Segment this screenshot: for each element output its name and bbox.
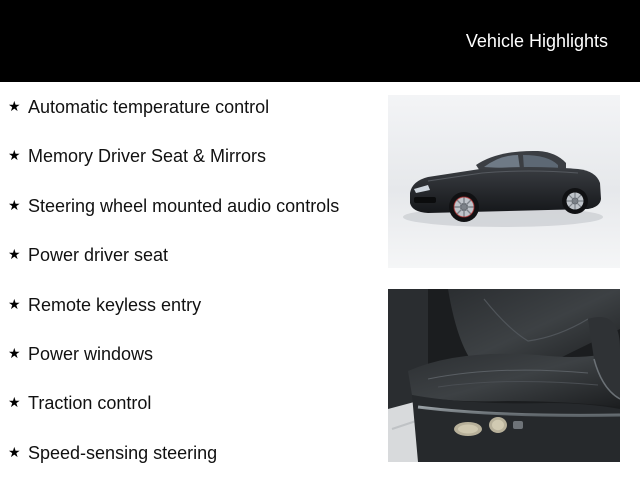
feature-item (8, 342, 378, 391)
feature-label: Traction control (28, 393, 152, 414)
feature-label: Steering wheel mounted audio controls (28, 195, 340, 216)
seat-image (388, 289, 620, 462)
feature-list (8, 95, 378, 480)
vehicle-exterior-photo (388, 95, 620, 268)
feature-label: Remote keyless entry (28, 294, 202, 315)
star-icon: ★ (8, 196, 21, 213)
page-title: Vehicle Highlights (465, 31, 608, 51)
header-bar (0, 0, 640, 82)
feature-label: Power windows (28, 343, 154, 364)
star-icon: ★ (8, 147, 21, 164)
feature-item (8, 293, 378, 342)
feature-label: Power driver seat (28, 245, 169, 266)
star-icon: ★ (8, 344, 21, 361)
car-image (388, 95, 620, 268)
star-icon: ★ (8, 394, 21, 411)
feature-label: Automatic temperature control (28, 97, 270, 117)
interior-seat-photo (388, 289, 620, 462)
feature-item (8, 194, 378, 243)
feature-item (8, 391, 378, 440)
feature-label: Speed-sensing steering (28, 442, 218, 463)
feature-item (8, 441, 378, 480)
feature-item (8, 243, 378, 292)
feature-item (8, 95, 378, 144)
star-icon: ★ (8, 98, 21, 114)
star-icon: ★ (8, 443, 21, 460)
feature-item (8, 144, 378, 193)
star-icon: ★ (8, 295, 21, 312)
star-icon: ★ (8, 246, 21, 263)
feature-label: Memory Driver Seat & Mirrors (28, 146, 267, 167)
